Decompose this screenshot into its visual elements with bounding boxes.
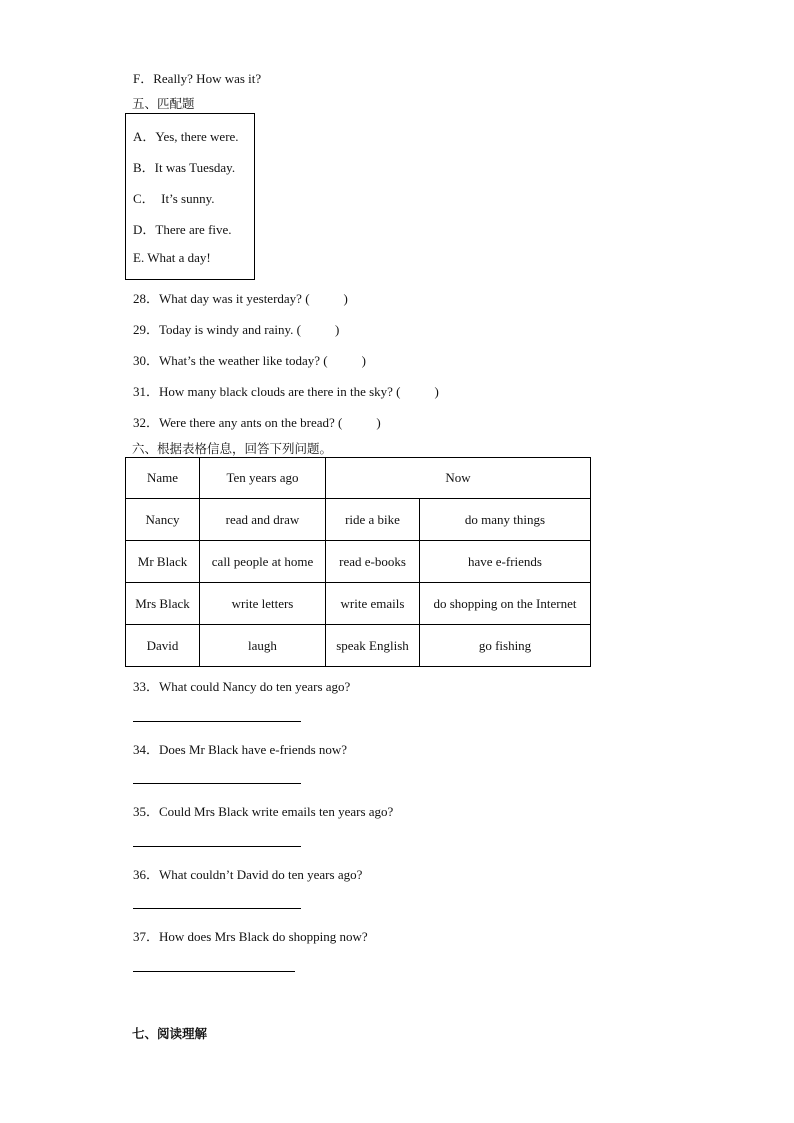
header-now: Now — [326, 458, 591, 499]
cell-now-1: read e-books — [326, 541, 420, 583]
question-32 — [133, 412, 381, 431]
cell-now-1: ride a bike — [326, 499, 420, 541]
question-28 — [133, 288, 348, 307]
question-31 — [133, 381, 439, 400]
question-32-close: ) — [376, 415, 381, 430]
question-35: 35．Could Mrs Black write emails ten years ago? — [133, 804, 394, 819]
table-row — [126, 625, 591, 667]
cell-now-2: do many things — [420, 499, 591, 541]
question-33-answer-line[interactable] — [133, 721, 301, 722]
cell-now-2: go fishing — [420, 625, 591, 667]
info-table — [125, 457, 591, 667]
table-row — [126, 583, 591, 625]
header-ten-years-ago: Ten years ago — [200, 458, 326, 499]
cell-name: David — [126, 625, 200, 667]
cell-now-1: speak English — [326, 625, 420, 667]
matching-options-box — [125, 113, 255, 280]
option-a: A．Yes, there were. — [133, 129, 239, 144]
question-29 — [133, 319, 339, 338]
question-31-text: 31．How many black clouds are there in the sky? ( — [133, 384, 401, 399]
section-7-heading: 七、阅读理解 — [132, 1026, 208, 1041]
question-31-close: ) — [434, 384, 439, 399]
section-6-heading: 六、根据表格信息，回答下列问题。 — [132, 441, 333, 456]
cell-name: Mrs Black — [126, 583, 200, 625]
cell-now-2: do shopping on the Internet — [420, 583, 591, 625]
question-28-text: 28．What day was it yesterday? ( — [133, 291, 310, 306]
option-b: B．It was Tuesday. — [133, 160, 236, 175]
question-37-answer-line[interactable] — [133, 971, 295, 972]
question-30 — [133, 350, 366, 369]
question-35-answer-line[interactable] — [133, 846, 301, 847]
header-name: Name — [126, 458, 200, 499]
question-30-text: 30．What’s the weather like today? ( — [133, 353, 328, 368]
table-row — [126, 541, 591, 583]
question-37: 37．How does Mrs Black do shopping now? — [133, 929, 368, 944]
option-f: F．Really? How was it? — [133, 71, 262, 86]
option-e: E. What a day! — [133, 250, 211, 265]
cell-now-1: write emails — [326, 583, 420, 625]
cell-past: write letters — [200, 583, 326, 625]
question-29-text: 29．Today is windy and rainy. ( — [133, 322, 301, 337]
section-5-heading: 五、匹配题 — [132, 96, 195, 111]
cell-name: Nancy — [126, 499, 200, 541]
question-32-text: 32．Were there any ants on the bread? ( — [133, 415, 343, 430]
cell-name: Mr Black — [126, 541, 200, 583]
question-36: 36．What couldn’t David do ten years ago? — [133, 867, 363, 882]
cell-past: read and draw — [200, 499, 326, 541]
question-29-close: ) — [334, 322, 340, 337]
option-d: D．There are five. — [133, 222, 232, 237]
cell-past: laugh — [200, 625, 326, 667]
question-30-close: ) — [361, 353, 366, 368]
cell-now-2: have e-friends — [420, 541, 591, 583]
question-36-answer-line[interactable] — [133, 908, 301, 909]
question-28-close: ) — [343, 291, 348, 306]
option-c: C． It’s sunny. — [133, 191, 215, 206]
table-header-row — [126, 458, 591, 499]
question-33: 33．What could Nancy do ten years ago? — [133, 679, 351, 694]
cell-past: call people at home — [200, 541, 326, 583]
table-row — [126, 499, 591, 541]
question-34-answer-line[interactable] — [133, 783, 301, 784]
question-34: 34．Does Mr Black have e-friends now? — [133, 742, 348, 757]
